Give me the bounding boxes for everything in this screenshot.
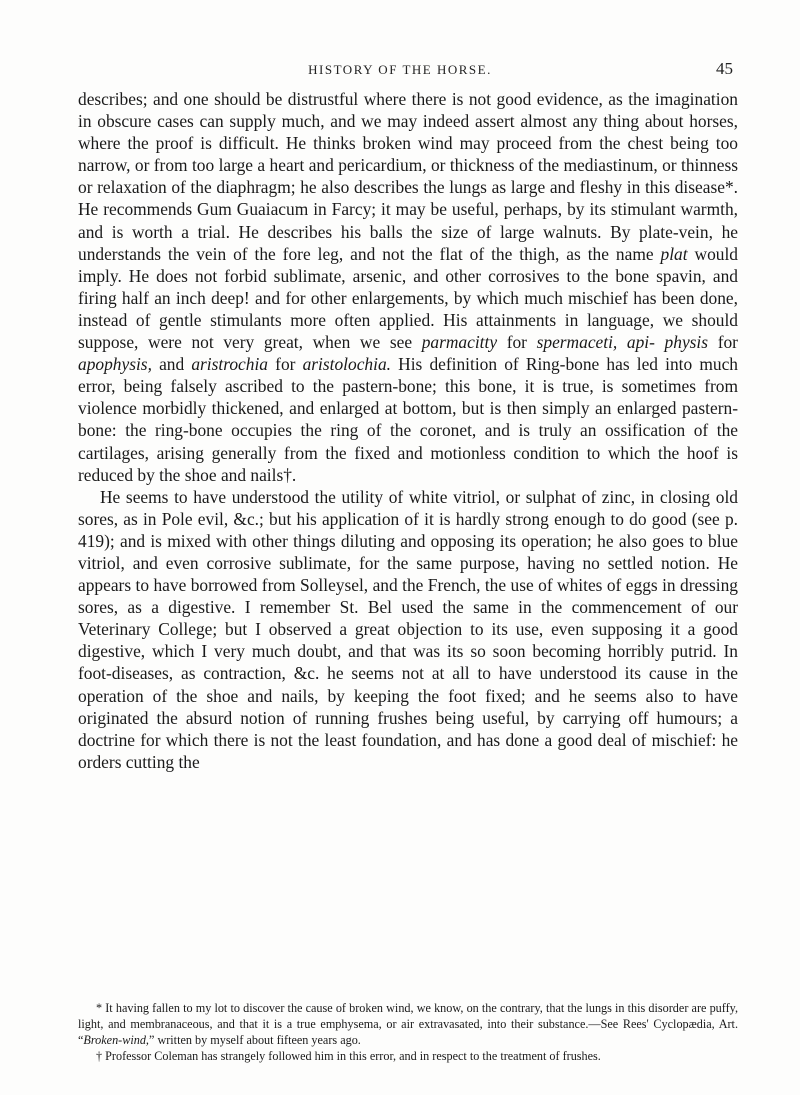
italic-term: Broken-wind, [83,1033,149,1047]
running-head [0,59,800,82]
paragraph-1: describes; and one should be distrustful where there is not good evidence, as the imagination in obscure cases can supply much, and we may indeed assert almost any thing about horses, where the proof is difficult. He thinks broken wind may proceed from the chest being too narrow, or from too large a heart and pericardium, or thickness of the mediastinum, or thinness or relaxation of the diaphragm; he also describes the lungs as large and fleshy in this disease*. He recommends Gum Guaiacum in Farcy; it may be useful, perhaps, by its stimulant warmth, and is worth a trial. He describes his balls the size of large walnuts. By plate-vein, he understands the vein of the fore leg, and not the flat of the thigh, as the name plat would imply. He does not forbid sublimate, arsenic, and other corrosives to the bone spavin, and firing half an inch deep! and for other enlargements, by which much mischief has been done, instead of gentle stimulants more often applied. His attainments in language, we should suppose, were not very great, when we see parmacitty for spermaceti, api- physis for apophysis, and aristrochia for aristolochia. His definition of Ring-bone has led into much error, being falsely ascribed to the pastern-bone; this bone, it is true, is sometimes from violence morbidly thickened, and enlarged at bottom, but is then simply an enlarged pastern-bone: the ring-bone occupies the ring of the coronet, and is truly an ossification of the cartilages, arising generally from the fixed and motionless condition to which the hoof is reduced by the shoe and nails†. [78,89,738,485]
italic-term: parmacitty [421,332,498,353]
body-text [78,88,738,773]
footnote-1: * It having fallen to my lot to discover the cause of broken wind, we know, on the contrary, that the lungs in this disorder are puffy, light, and membranaceous, and that it is a true emphysema, or air extravasated, into their substance.—See Rees' Cyclopædia, Art. “Broken-wind,” written by myself about fifteen years ago. [78,1001,738,1047]
italic-term: spermaceti, api- physis [536,332,709,353]
footnotes [78,1000,738,1064]
running-title: HISTORY OF THE HORSE. [308,62,492,77]
italic-term: apophysis, [78,354,152,375]
paragraph-2: He seems to have understood the utility of white vitriol, or sulphat of zinc, in closing old sores, as in Pole evil, &c.; but his application of it is hardly strong enough to do good (see p. 419); and is mixed with other things diluting and opposing its operation; he also goes to blue vitriol, and even corrosive sublimate, for the same purpose, having no settled notion. He appears to have borrowed from Solleysel, and the French, the use of whites of eggs in dressing sores, as a digestive. I remember St. Bel used the same in the commencement of our Veterinary College; but I observed a great objection to its use, even supposing it a good digestive, which I very much doubt, and that was its so soon becoming horribly putrid. In foot-diseases, as contraction, &c. he seems not at all to have understood its cause in the operation of the shoe and nails, by keeping the foot fixed; and he seems also to have originated the absurd notion of running frushes being useful, by carrying off humours; a doctrine for which there is not the least foundation, and has done a good deal of mischief: he orders cutting the [78,486,738,772]
italic-term: plat [660,243,688,264]
footnote-2: † Professor Coleman has strangely followed him in this error, and in respect to the treatment of frushes. [96,1049,601,1063]
page-number: 45 [716,59,733,78]
italic-term: aristolochia. [302,354,391,375]
italic-term: aristrochia [191,354,268,375]
